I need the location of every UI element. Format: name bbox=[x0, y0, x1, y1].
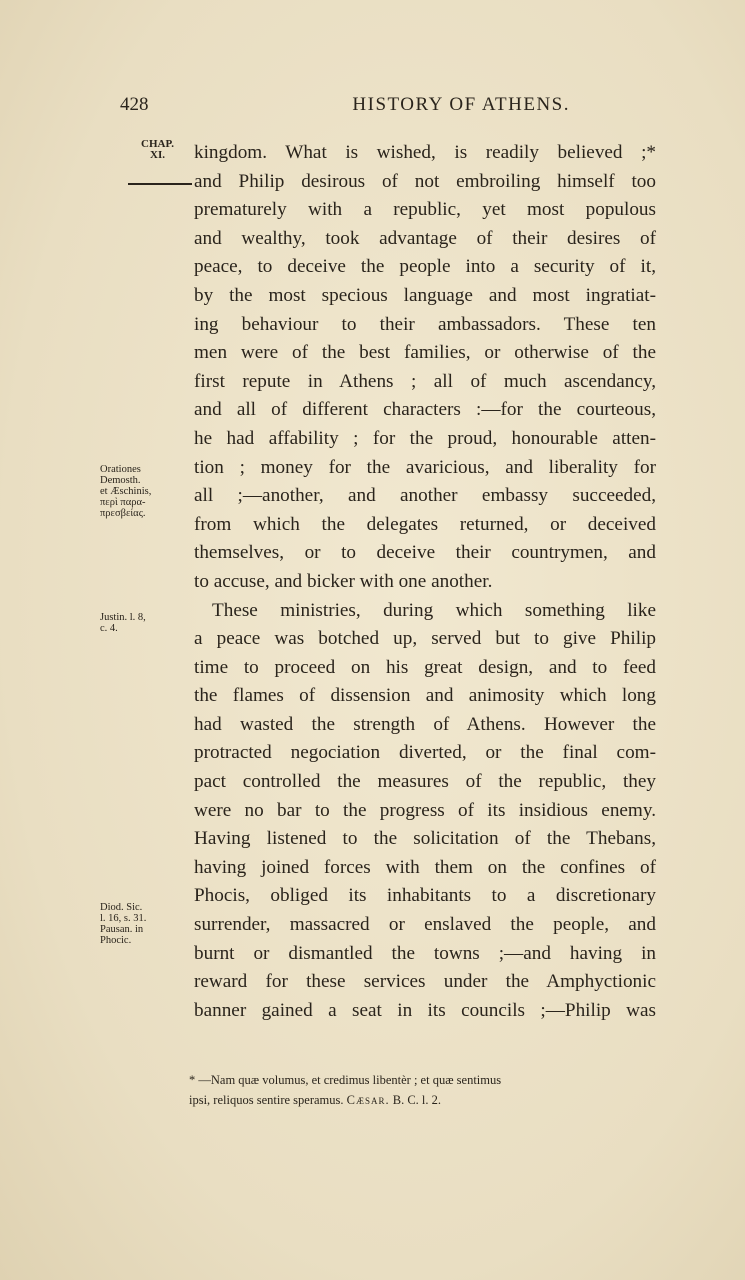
footnote-line1: * —Nam quæ volumus, et credimus libentèr ; et quæ sentimus bbox=[189, 1073, 502, 1087]
margin-note-line: πρεσβείας. bbox=[100, 508, 146, 519]
body-line: from which the delegates returned, or deceived bbox=[194, 513, 656, 535]
footnote-author: Cæsar. bbox=[346, 1093, 390, 1107]
body-line: and all of different characters :—for the courteous, bbox=[194, 399, 656, 421]
chapter-label bbox=[130, 139, 185, 161]
body-line: ing behaviour to their ambassadors. These ten bbox=[194, 313, 656, 335]
body-line: prematurely with a republic, yet most populous bbox=[194, 199, 656, 221]
paragraph-start-line: These ministries, during which something like bbox=[212, 599, 656, 621]
body-line: the flames of dissension and animosity which long bbox=[194, 685, 656, 707]
margin-note-line: Diod. Sic. bbox=[100, 902, 143, 913]
page-header bbox=[120, 94, 570, 120]
body-line: Phocis, obliged its inhabitants to a discretionary bbox=[194, 885, 656, 907]
body-line: were no bar to the progress of its insidious enemy. bbox=[194, 799, 656, 821]
body-line: men were of the best families, or otherwise of the bbox=[194, 342, 656, 364]
margin-note-line: περὶ παρα- bbox=[100, 497, 146, 508]
margin-note-line: Phocic. bbox=[100, 935, 132, 946]
margin-note-line: et Æschinis, bbox=[100, 486, 152, 497]
body-line: tion ; money for the avaricious, and liberality for bbox=[194, 456, 656, 478]
body-line: time to proceed on his great design, and to feed bbox=[194, 656, 656, 678]
body-line: first repute in Athens ; all of much ascendancy, bbox=[194, 370, 656, 392]
body-line: all ;—another, and another embassy succeeded, bbox=[194, 485, 656, 507]
body-line: having joined forces with them on the confines of bbox=[194, 856, 656, 878]
body-line: had wasted the strength of Athens. However the bbox=[194, 713, 656, 735]
body-line: reward for these services under the Amphyctionic bbox=[194, 971, 656, 993]
margin-note-line: Orationes bbox=[100, 464, 141, 475]
margin-note-line: Justin. l. 8, bbox=[100, 612, 146, 623]
margin-note-line: l. 16, s. 31. bbox=[100, 913, 147, 924]
footnote-reference: B. C. l. 2. bbox=[392, 1093, 442, 1107]
body-line: themselves, or to deceive their countrymen, and bbox=[194, 542, 656, 564]
footnote-line2 bbox=[189, 1090, 669, 1110]
body-line: and wealthy, took advantage of their desires of bbox=[194, 227, 656, 249]
running-head: HISTORY OF ATHENS. bbox=[352, 94, 570, 115]
chapter-label-line2: XI. bbox=[150, 149, 165, 161]
body-line: protracted negociation diverted, or the final com- bbox=[194, 742, 656, 764]
body-line: by the most specious language and most ingratiat- bbox=[194, 284, 656, 306]
body-line: banner gained a seat in its councils ;—Philip was bbox=[194, 999, 656, 1021]
body-line: he had affability ; for the proud, honourable atten- bbox=[194, 427, 656, 449]
margin-note-diodorus bbox=[100, 902, 188, 946]
body-line: surrender, massacred or enslaved the people, and bbox=[194, 914, 656, 936]
body-line: Having listened to the solicitation of the Thebans, bbox=[194, 828, 656, 850]
footnote bbox=[189, 1070, 669, 1110]
margin-note-line: c. 4. bbox=[100, 623, 118, 634]
body-line: a peace was botched up, served but to give Philip bbox=[194, 628, 656, 650]
chapter-rule bbox=[128, 183, 192, 185]
body-line: peace, to deceive the people into a security of it, bbox=[194, 256, 656, 278]
footnote-quote-text: ipsi, reliquos sentire speramus. bbox=[189, 1093, 344, 1107]
body-text bbox=[194, 139, 656, 1025]
body-line: burnt or dismantled the towns ;—and having in bbox=[194, 942, 656, 964]
chapter-label-line1: CHAP. bbox=[141, 138, 174, 150]
body-line: kingdom. What is wished, is readily believed ;* bbox=[194, 142, 656, 163]
page-number: 428 bbox=[120, 94, 149, 115]
margin-note-line: Demosth. bbox=[100, 475, 141, 486]
body-line: pact controlled the measures of the republic, they bbox=[194, 771, 656, 793]
margin-note-line: Pausan. in bbox=[100, 924, 144, 935]
margin-note-orationes bbox=[100, 464, 188, 519]
body-line: to accuse, and bicker with one another. bbox=[194, 570, 493, 592]
body-line: and Philip desirous of not embroiling himself too bbox=[194, 170, 656, 192]
margin-note-justin bbox=[100, 612, 188, 634]
